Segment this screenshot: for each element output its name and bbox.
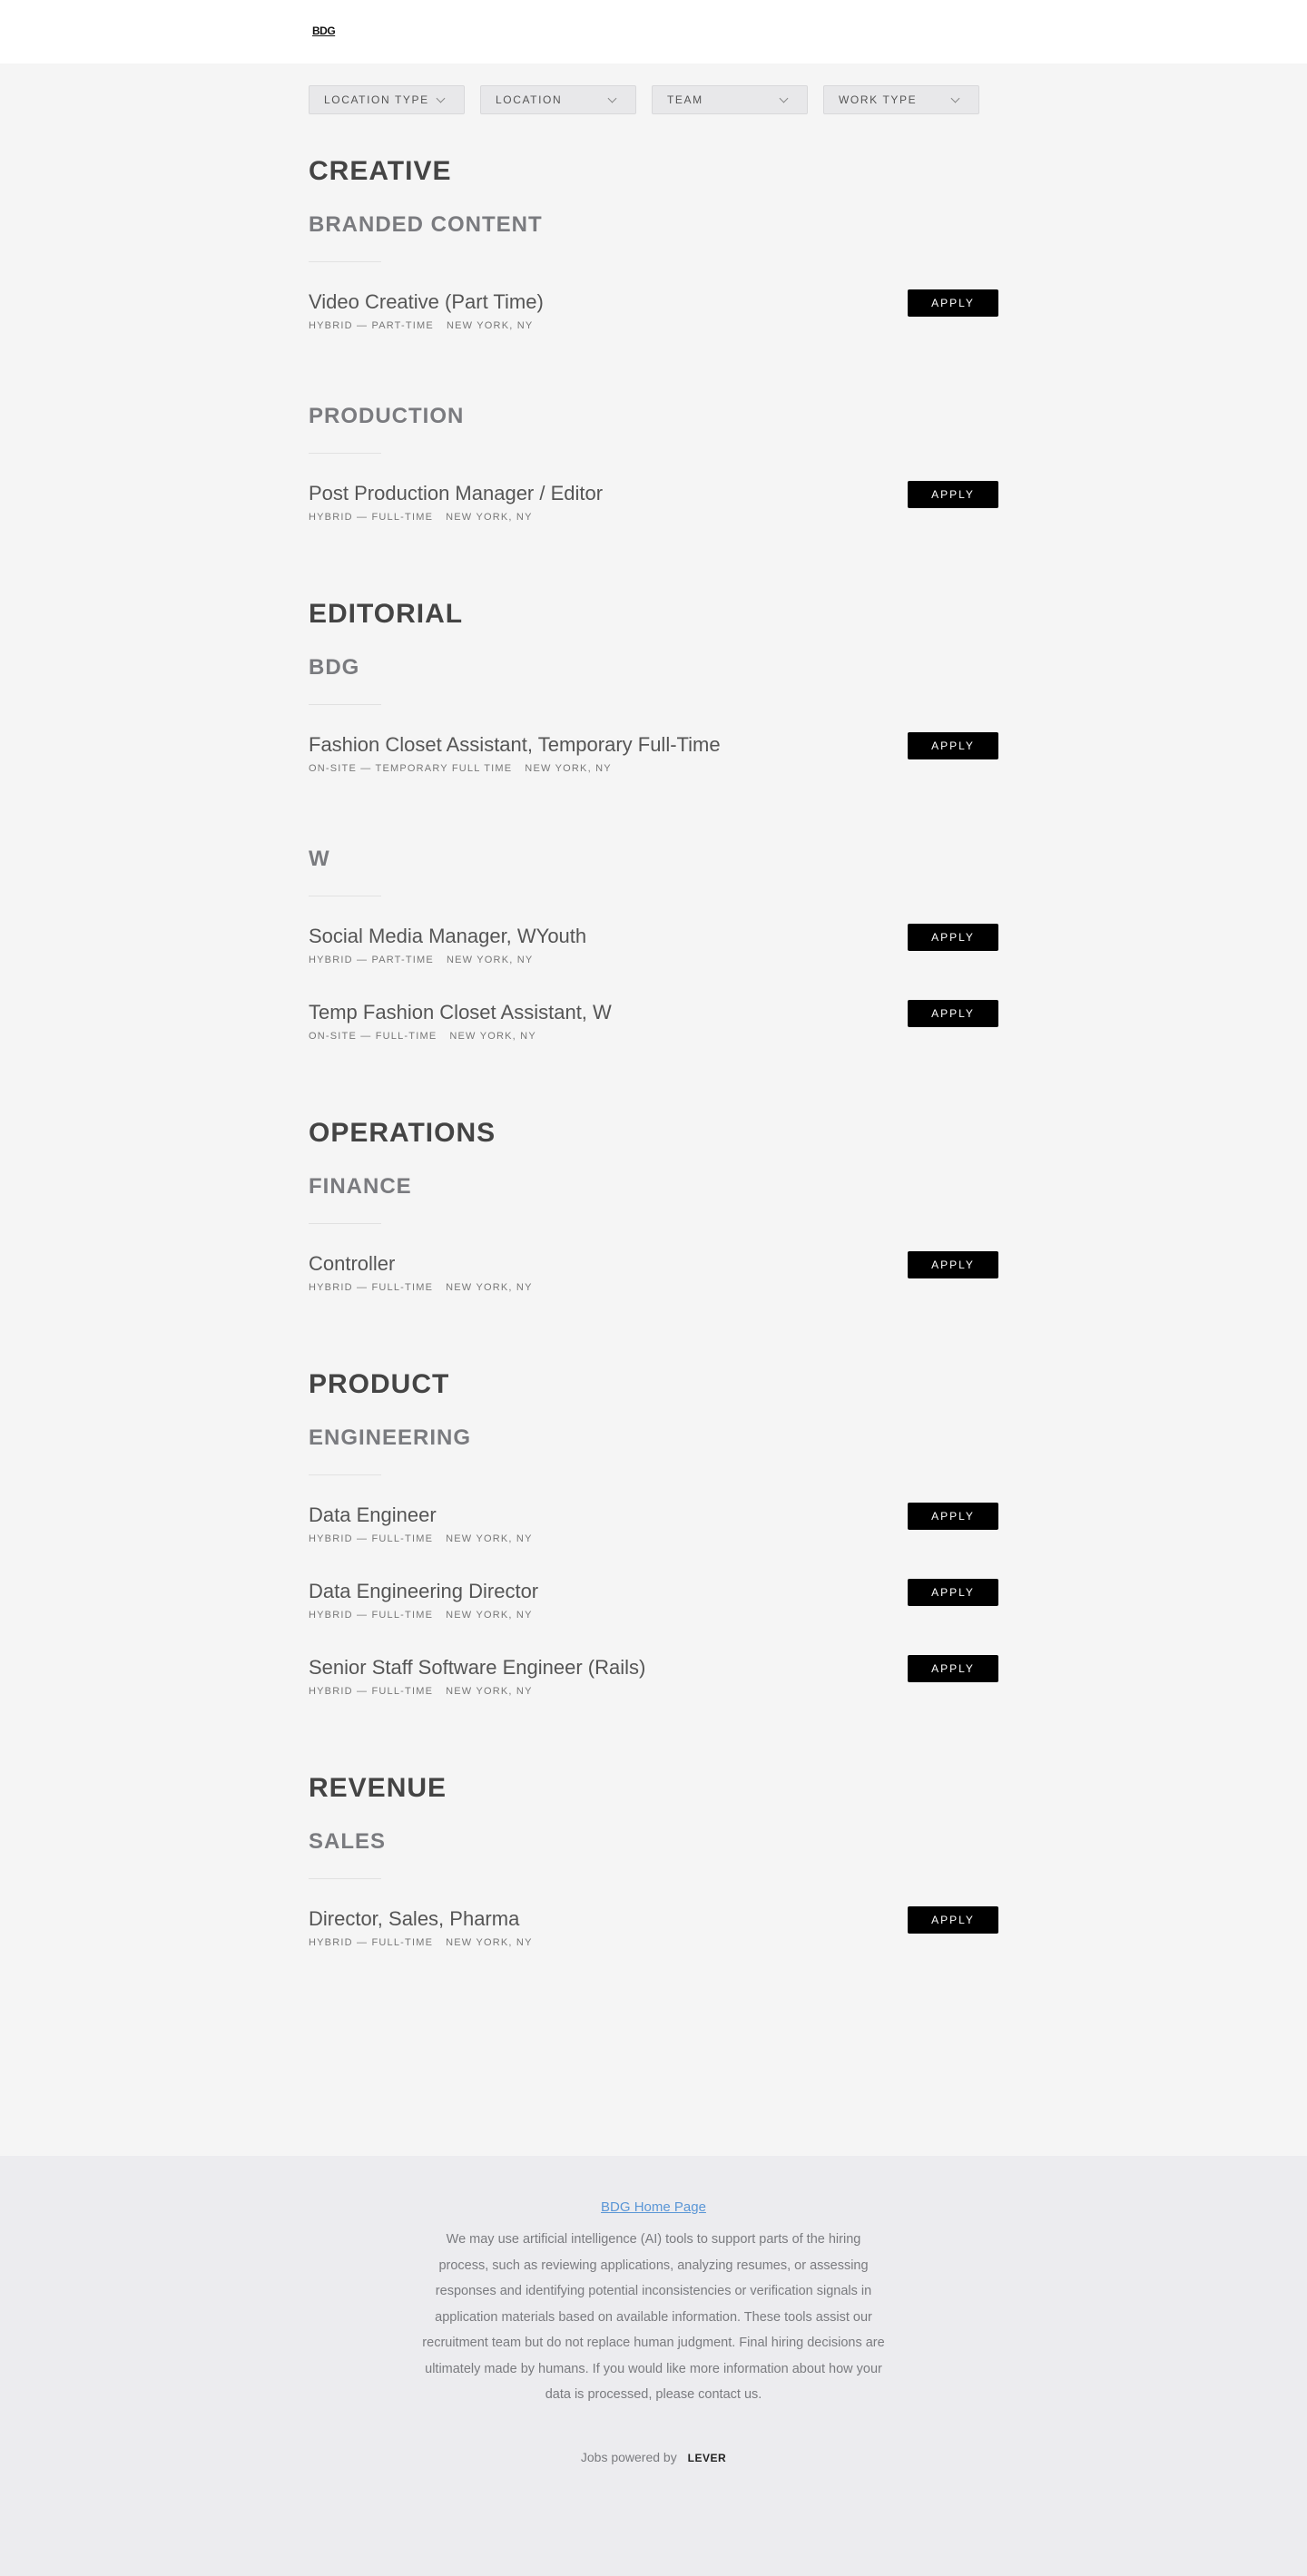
- job-title-link[interactable]: Social Media Manager, WYouth: [309, 925, 587, 947]
- divider: [309, 453, 381, 454]
- home-page-link[interactable]: BDG Home Page: [601, 2199, 706, 2215]
- job-meta: [309, 320, 998, 331]
- divider: [309, 704, 381, 705]
- job-meta: [309, 1610, 998, 1621]
- job-posting: [309, 1579, 998, 1655]
- job-workplace-commitment: ON-SITE — TEMPORARY FULL TIME: [309, 763, 513, 774]
- job-workplace-commitment: HYBRID — FULL-TIME: [309, 512, 434, 523]
- filter-bar: [309, 64, 998, 114]
- chevron-down-icon: [437, 93, 446, 103]
- filter-location[interactable]: [480, 85, 636, 114]
- chevron-down-icon: [608, 93, 617, 103]
- powered-by: [0, 2450, 1307, 2464]
- chevron-down-icon: [951, 93, 960, 103]
- powered-by-text: Jobs powered by: [580, 2449, 677, 2464]
- team-title: W: [309, 847, 330, 871]
- job-workplace-commitment: ON-SITE — FULL-TIME: [309, 1031, 437, 1042]
- divider: [309, 1223, 381, 1224]
- job-workplace-commitment: HYBRID — PART-TIME: [309, 320, 434, 331]
- job-workplace-commitment: HYBRID — FULL-TIME: [309, 1686, 434, 1697]
- job-posting: [309, 924, 998, 1000]
- team-title: SALES: [309, 1829, 387, 1854]
- divider: [309, 1474, 381, 1475]
- job-location: NEW YORK, NY: [446, 1686, 533, 1697]
- department-title: EDITORIAL: [309, 599, 464, 629]
- filter-work-type[interactable]: [823, 85, 979, 114]
- apply-button[interactable]: APPLY: [908, 289, 998, 317]
- filter-label: TEAM: [667, 93, 703, 106]
- footer: [0, 2156, 1307, 2576]
- filter-label: WORK TYPE: [839, 93, 918, 106]
- department-title: CREATIVE: [309, 156, 452, 186]
- logo-link[interactable]: BDG: [312, 24, 336, 37]
- filter-team[interactable]: [652, 85, 808, 114]
- job-meta: [309, 763, 998, 774]
- job-title-link[interactable]: Post Production Manager / Editor: [309, 482, 604, 504]
- chevron-down-icon: [780, 93, 789, 103]
- apply-button[interactable]: APPLY: [908, 481, 998, 508]
- lever-logo-link[interactable]: LEVER: [687, 2451, 727, 2464]
- apply-button[interactable]: APPLY: [908, 1503, 998, 1530]
- job-workplace-commitment: HYBRID — FULL-TIME: [309, 1533, 434, 1544]
- job-title-link[interactable]: Controller: [309, 1252, 396, 1275]
- job-meta: [309, 1937, 998, 1948]
- job-posting: [309, 732, 998, 808]
- job-posting: [309, 1251, 998, 1327]
- job-location: NEW YORK, NY: [446, 320, 534, 331]
- job-meta: [309, 955, 998, 965]
- apply-button[interactable]: APPLY: [908, 1000, 998, 1027]
- job-posting: [309, 289, 998, 366]
- job-location: NEW YORK, NY: [449, 1031, 536, 1042]
- job-title-link[interactable]: Data Engineer: [309, 1503, 437, 1526]
- apply-button[interactable]: APPLY: [908, 1906, 998, 1934]
- filter-location-type[interactable]: [309, 85, 465, 114]
- ai-disclaimer: We may use artificial intelligence (AI) tools to support parts of the hiring process, such as reviewing applications, analyzing resumes, or assessing responses and identifying potential inconsistencies or verification signals in application materials based on available information. These tools assist our recruitment team but do not replace human judgment. Final hiring decisions are ultimately made by humans. If you would like more information about how your data is processed, please contact us.: [422, 2232, 885, 2402]
- job-title-link[interactable]: Video Creative (Part Time): [309, 290, 544, 313]
- department-title: OPERATIONS: [309, 1118, 496, 1148]
- job-workplace-commitment: HYBRID — FULL-TIME: [309, 1937, 434, 1948]
- job-workplace-commitment: HYBRID — FULL-TIME: [309, 1282, 434, 1293]
- divider: [309, 1878, 381, 1879]
- apply-button[interactable]: APPLY: [908, 924, 998, 951]
- department-title: REVENUE: [309, 1773, 447, 1803]
- job-posting: [309, 1000, 998, 1076]
- departments-list: [309, 156, 998, 1983]
- job-posting: [309, 1906, 998, 1983]
- apply-button[interactable]: APPLY: [908, 1251, 998, 1278]
- job-title-link[interactable]: Temp Fashion Closet Assistant, W: [309, 1001, 612, 1024]
- department-title: PRODUCT: [309, 1369, 450, 1399]
- job-title-link[interactable]: Data Engineering Director: [309, 1580, 539, 1602]
- job-title-link[interactable]: Senior Staff Software Engineer (Rails): [309, 1656, 646, 1679]
- job-location: NEW YORK, NY: [446, 1937, 533, 1948]
- job-title-link[interactable]: Fashion Closet Assistant, Temporary Full-Time: [309, 733, 721, 756]
- job-workplace-commitment: HYBRID — FULL-TIME: [309, 1610, 434, 1621]
- apply-button[interactable]: APPLY: [908, 732, 998, 759]
- team-title: ENGINEERING: [309, 1425, 472, 1450]
- header: [0, 0, 1307, 64]
- team-title: PRODUCTION: [309, 404, 465, 428]
- team-title: BDG: [309, 655, 360, 680]
- job-location: NEW YORK, NY: [446, 955, 534, 965]
- job-posting: [309, 481, 998, 557]
- job-posting: [309, 1655, 998, 1731]
- team-title: BRANDED CONTENT: [309, 212, 543, 237]
- job-meta: [309, 1686, 998, 1697]
- job-title-link[interactable]: Director, Sales, Pharma: [309, 1907, 520, 1930]
- filter-label: LOCATION TYPE: [324, 93, 429, 106]
- team-title: FINANCE: [309, 1174, 412, 1199]
- postings-container: [309, 64, 998, 1983]
- divider: [309, 261, 381, 262]
- apply-button[interactable]: APPLY: [908, 1579, 998, 1606]
- job-workplace-commitment: HYBRID — PART-TIME: [309, 955, 434, 965]
- job-meta: [309, 1533, 998, 1544]
- job-location: NEW YORK, NY: [446, 1282, 533, 1293]
- job-location: NEW YORK, NY: [446, 512, 533, 523]
- job-posting: [309, 1503, 998, 1579]
- apply-button[interactable]: APPLY: [908, 1655, 998, 1682]
- job-location: NEW YORK, NY: [446, 1533, 533, 1544]
- job-meta: [309, 512, 998, 523]
- filter-label: LOCATION: [496, 93, 563, 106]
- job-meta: [309, 1031, 998, 1042]
- job-meta: [309, 1282, 998, 1293]
- job-location: NEW YORK, NY: [446, 1610, 533, 1621]
- job-location: NEW YORK, NY: [525, 763, 612, 774]
